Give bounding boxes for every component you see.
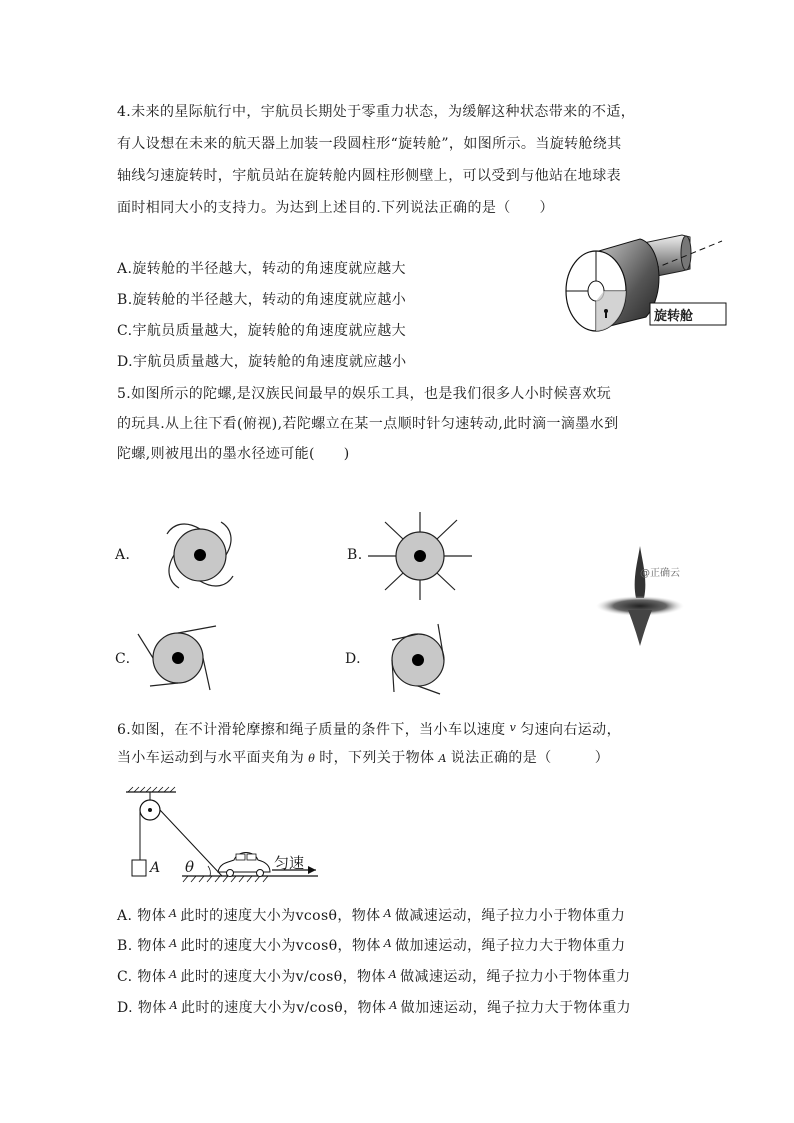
q6-option-d: D. 物体 $^A$ 此时的速度大小为v/cosθ，物体 $^A$ 做加速运动，绳子拉力大于物体重力: [117, 999, 632, 1016]
q4-line-4: 面时相同大小的支持力。为达到上述目的.下列说法正确的是（ ）: [117, 200, 554, 216]
q6-option-a: A. 物体 $^A$ 此时的速度大小为vcosθ，物体 $^A$ 做减速运动，绳子拉力小于物体重力: [117, 907, 626, 924]
velocity-symbol: v: [509, 721, 517, 734]
q5-line-1: 5.如图所示的陀螺,是汉族民间最早的娱乐工具，也是我们很多人小时候喜欢玩: [117, 386, 612, 402]
pulley-car-figure: [122, 784, 322, 892]
theta-figure-label: θ: [185, 858, 195, 876]
q5-line-2: 的玩具.从上往下看(俯视),若陀螺立在某一点顺时针匀速转动,此时滴一滴墨水到: [117, 416, 619, 432]
uniform-speed-label: 匀速: [274, 854, 305, 872]
q5-line-3: 陀螺,则被甩出的墨水径迹可能( ): [117, 446, 350, 462]
q4-option-d: D.宇航员质量越大，旋转舱的角速度就应越小: [117, 354, 407, 370]
spinning-top-photo: [596, 540, 688, 650]
q5-option-a-label: A．: [115, 547, 140, 563]
q4-option-a: A.旋转舱的半径越大，转动的角速度就应越大: [117, 261, 406, 277]
q4-line-2: 有人设想在未来的航天器上加装一段圆柱形“旋转舱”，如图所示。当旋转舱绕其: [117, 136, 622, 152]
q4-line-3: 轴线匀速旋转时，宇航员站在旋转舱内圆柱形侧壁上，可以受到与他站在地球表: [117, 168, 621, 184]
theta-symbol: θ: [308, 752, 316, 765]
watermark-text: @正确云: [640, 568, 680, 579]
q6-option-c: C. 物体 $^A$ 此时的速度大小为v/cosθ，物体 $^A$ 做减速运动，绳子拉力小于物体重力: [117, 968, 631, 985]
q6-option-b: B. 物体 $^A$ 此时的速度大小为vcosθ，物体 $^A$ 做加速运动，绳子拉力大于物体重力: [117, 937, 626, 954]
q4-option-c: C.宇航员质量越大，旋转舱的角速度就应越大: [117, 323, 407, 339]
q5-option-d-label: D.: [345, 651, 361, 667]
spinning-top-diagram-b: [365, 510, 475, 602]
spinning-top-diagram-d: [370, 620, 470, 698]
rotating-cabin-figure: [562, 225, 727, 335]
spinning-top-diagram-a: [145, 510, 255, 600]
q5-option-b-label: B.: [347, 547, 363, 563]
object-a-figure-label: A: [150, 860, 161, 876]
q6-line-2: 当小车运动到与水平面夹角为 θ 时，下列关于物体 A 说法正确的是（ ）: [117, 750, 610, 766]
q6-line-1: 6.如图，在不计滑轮摩擦和绳子质量的条件下，当小车以速度 $^v$ 匀速向右运动，: [117, 721, 621, 738]
q4-line-1: 4.未来的星际航行中，宇航员长期处于零重力状态，为缓解这种状态带来的不适，: [117, 104, 636, 120]
spinning-top-diagram-c: [130, 620, 245, 700]
q4-option-b: B.旋转舱的半径越大，转动的角速度就应越小: [117, 292, 407, 308]
rotating-cabin-label: 旋转舱: [654, 309, 694, 324]
object-a-symbol: A: [438, 752, 447, 765]
q5-option-c-label: C.: [115, 651, 131, 667]
